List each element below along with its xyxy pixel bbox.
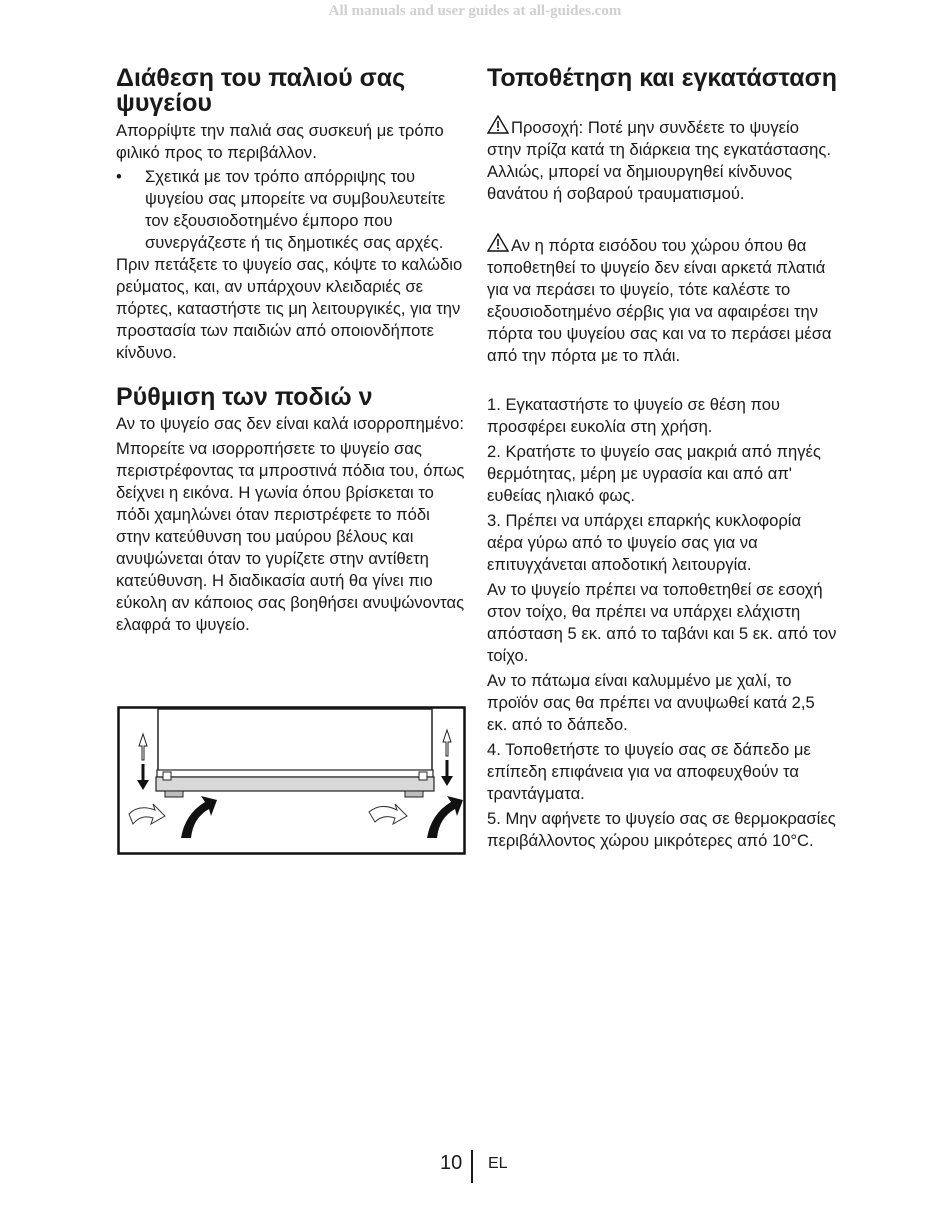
bullet-mark: • (116, 167, 122, 186)
footer-divider (471, 1150, 473, 1183)
warning-1 (487, 115, 837, 205)
list-item: Αν το πάτωμα είναι καλυμμένο με χαλί, το προϊόν σας θα πρέπει να ανυψωθεί κατά 2,5 εκ. από το δάπεδο. (487, 671, 815, 734)
left-column (116, 66, 468, 636)
feet-body: Μπορείτε να ισορροπήσετε το ψυγείο σας περιστρέφοντας τα μπροστινά πόδια του, όπως δείχνει η εικόνα. Η γωνία όπου βρίσκεται το πόδι χαμηλώνει όταν περιστρέφετε το πόδι στην κατεύθυνση του μαύρου βέλους και ανυψώνεται όταν το γυρίζετε στην αντίθετη κατεύθυνση. Η διαδικασία αυτή θα γίνει πιο εύκολη αν κάποιος σας βοηθήσει ανυψώνοντας ελαφρά το ψυγείο. (116, 439, 465, 634)
warning-2 (487, 233, 837, 367)
page-number: 10 (440, 1152, 463, 1174)
disposal-bullet-text: Σχετικά με τον τρόπο απόρριψης του ψυγείου σας μπορείτε να συμβουλευτείτε τον εξουσιοδοτημένο έμπορο που συνεργάζεστε ή τις δημοτικές σας αρχές. (145, 167, 446, 252)
disposal-bullet (116, 166, 468, 254)
warning-triangle-icon (487, 115, 509, 134)
installation-heading: Τοποθέτηση και εγκατάσταση (487, 64, 837, 92)
list-item: 3. Πρέπει να υπάρχει επαρκής κυκλοφορία αέρα γύρω από το ψυγείο σας για να επιτυγχάνεται αποδοτική λειτουργία. (487, 511, 802, 574)
fridge-body (156, 709, 434, 791)
list-item: 2. Κρατήστε το ψυγείο σας μακριά από πηγές θερμότητας, μέρη με υγρασία και από απ' ευθείας ηλιακό φως. (487, 442, 821, 505)
list-item: 1. Εγκαταστήστε το ψυγείο σε θέση που προσφέρει ευκολία στη χρήση. (487, 395, 780, 436)
disposal-heading: Διάθεση του παλιού σας ψυγείου (116, 64, 406, 117)
warning-2-text: Αν η πόρτα εισόδου του χώρου όπου θα τοποθετηθεί το ψυγείο δεν είναι αρκετά πλατιά για να περάσει το ψυγείο, τότε καλέστε το εξουσιοδοτημένο σέρβις για να αφαιρέσει την πόρτα του ψυγείου σας και να το περάσει μέσα από την πόρτα με το πλάι. (487, 236, 832, 365)
feet-intro: Αν το ψυγείο σας δεν είναι καλά ισορροπημένο: (116, 414, 464, 433)
right-column (487, 66, 837, 852)
warning-1-text: Προσοχή: Ποτέ μην συνδέετε το ψυγείο στην πρίζα κατά τη διάρκεια της εγκατάστασης. Αλλιώς, μπορεί να δημιουργηθεί κίνδυνος θανάτου ή σοβαρού τραυματισμού. (487, 118, 831, 203)
disposal-intro: Απορρίψτε την παλιά σας συσκευή με τρόπο φιλικό προς το περιβάλλον. (116, 121, 444, 162)
installation-list (487, 394, 837, 852)
feet-adjustment-figure (117, 706, 466, 855)
feet-heading: Ρύθμιση των ποδιώ ν (116, 383, 373, 411)
disposal-note: Πριν πετάξετε το ψυγείο σας, κόψτε το καλώδιο ρεύματος, και, αν υπάρχουν κλειδαριές σε πόρτες, καταστήστε τις μη λειτουργικές, για την προστασία των παιδιών από οποιονδήποτε κίνδυνο. (116, 255, 463, 362)
warning-triangle-icon (487, 233, 509, 252)
list-item: 4. Τοποθετήστε το ψυγείο σας σε δάπεδο με επίπεδη επιφάνεια για να αποφευχθούν τα τραντάγματα. (487, 740, 811, 803)
language-code: EL (488, 1155, 508, 1172)
watermark: All manuals and user guides at all-guides.com (328, 3, 622, 19)
list-item: 5. Μην αφήνετε το ψυγείο σας σε θερμοκρασίες περιβάλλοντος χώρου μικρότερες από 10°C. (487, 809, 836, 850)
list-item: Αν το ψυγείο πρέπει να τοποθετηθεί σε εσοχή στον τοίχο, θα πρέπει να υπάρχει ελάχιστη απόσταση 5 εκ. από το ταβάνι και 5 εκ. από τον τοίχο. (487, 580, 837, 665)
